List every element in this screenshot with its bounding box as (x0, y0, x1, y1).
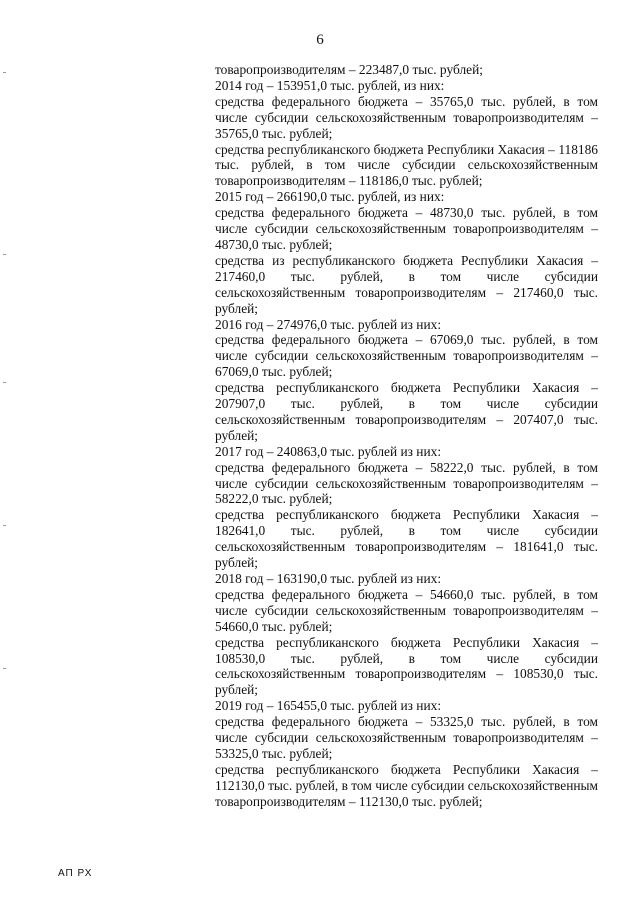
scan-edge-mark (3, 668, 6, 669)
paragraph: средства республиканского бюджета Республики Хакасия – 207907,0 тыс. рублей, в том числе субсидии сельскохозяйственным товаропроизводителям – 207407,0 тыс. рублей; (215, 380, 598, 443)
scan-edge-mark (3, 72, 6, 73)
footer-stamp: АП РХ (58, 868, 93, 879)
paragraph: средства федерального бюджета – 35765,0 тыс. рублей, в том числе субсидии сельскохозяйственным товаропроизводителям – 35765,0 тыс. рублей; (215, 93, 598, 141)
scan-edge-mark (3, 382, 6, 383)
document-body (215, 62, 598, 810)
paragraph: 2016 год – 274976,0 тыс. рублей из них: (215, 316, 442, 332)
paragraph: 2014 год – 153951,0 тыс. рублей, из них: (215, 77, 445, 93)
paragraph: средства федерального бюджета – 54660,0 тыс. рублей, в том числе субсидии сельскохозяйственным товаропроизводителям – 54660,0 тыс. рублей; (215, 586, 598, 634)
paragraph: средства федерального бюджета – 67069,0 тыс. рублей, в том числе субсидии сельскохозяйственным товаропроизводителям – 67069,0 тыс. рублей; (215, 332, 598, 380)
paragraph: 2019 год – 165455,0 тыс. рублей из них: (215, 698, 442, 714)
paragraph: средства республиканского бюджета Республики Хакасия – 108530,0 тыс. рублей, в том числе субсидии сельскохозяйственным товаропроизводителям – 108530,0 тыс. рублей; (215, 634, 598, 698)
paragraph: средства республиканского бюджета Республики Хакасия – 182641,0 тыс. рублей, в том числе субсидии сельскохозяйственным товаропроизводителям – 181641,0 тыс. рублей; (215, 507, 598, 571)
paragraph: 2015 год – 266190,0 тыс. рублей, из них: (215, 189, 445, 205)
paragraph: товаропроизводителям – 223487,0 тыс. рублей; (215, 62, 483, 77)
paragraph: средства республиканского бюджета Республики Хакасия – 112130,0 тыс. рублей, в том числе субсидии сельскохозяйственным товаропроизводителям – 112130,0 тыс. рублей; (215, 761, 598, 809)
paragraph: средства республиканского бюджета Республики Хакасия – 118186 тыс. рублей, в том числе субсидии сельскохозяйственным товаропроизводителям – 118186,0 тыс. рублей; (215, 141, 598, 189)
page-number: 6 (316, 32, 324, 48)
paragraph: средства федерального бюджета – 58222,0 тыс. рублей, в том числе субсидии сельскохозяйственным товаропроизводителям – 58222,0 тыс. рублей; (215, 459, 598, 507)
paragraph: средства из республиканского бюджета Республики Хакасия – 217460,0 тыс. рублей, в том числе субсидии сельскохозяйственным товаропроизводителям – 217460,0 тыс. рублей; (215, 252, 598, 316)
paragraph: средства федерального бюджета – 53325,0 тыс. рублей, в том числе субсидии сельскохозяйственным товаропроизводителям – 53325,0 тыс. рублей; (215, 714, 598, 761)
scan-edge-mark (3, 525, 6, 526)
paragraph: 2017 год – 240863,0 тыс. рублей из них: (215, 443, 442, 459)
paragraph: средства федерального бюджета – 48730,0 тыс. рублей, в том числе субсидии сельскохозяйственным товаропроизводителям – 48730,0 тыс. рублей; (215, 205, 598, 252)
paragraph: 2018 год – 163190,0 тыс. рублей из них: (215, 571, 442, 586)
scan-edge-mark (3, 254, 6, 255)
